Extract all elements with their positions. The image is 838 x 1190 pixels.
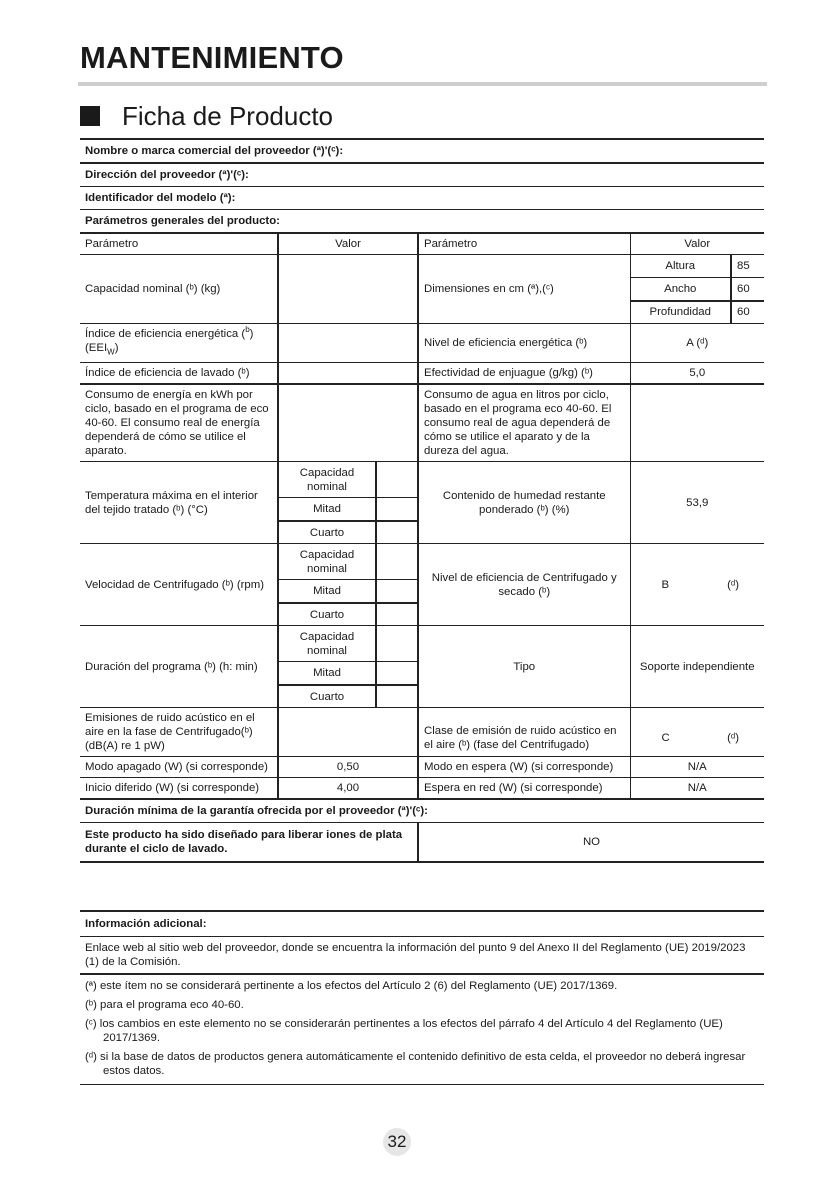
title-divider: [78, 82, 767, 86]
duration-value-half: [376, 662, 418, 685]
delay-start-value: 4,00: [278, 778, 418, 800]
general-params-row: Parámetros generales del producto:: [80, 210, 764, 234]
page-title: MANTENIMIENTO: [80, 40, 344, 75]
duration-value-nominal: [376, 626, 418, 662]
max-temp-load-half: Mitad: [278, 498, 376, 521]
product-fiche-table: [80, 138, 764, 863]
silver-ions-label: Este producto ha sido diseñado para liberar iones de plata durante el ciclo de lavado.: [80, 823, 418, 863]
energy-class-value: A (ᵈ): [630, 324, 764, 363]
noise-value: [278, 708, 418, 757]
dimensions-label: Dimensiones en cm (ª),(ᶜ): [418, 255, 630, 324]
square-bullet-icon: [80, 106, 100, 126]
wash-index-label: Índice de eficiencia de lavado (ᵇ): [80, 363, 278, 385]
model-id-row: Identificador del modelo (ª):: [80, 187, 764, 210]
silver-ions-value: NO: [418, 823, 764, 863]
additional-info-table: [80, 910, 764, 1085]
supplier-address-row: Dirección del proveedor (ª)'(ᶜ):: [80, 163, 764, 187]
supplier-name-row: Nombre o marca comercial del proveedor (ª)'(ᶜ):: [80, 139, 764, 163]
page-number: 32: [383, 1128, 411, 1156]
networked-standby-value: N/A: [630, 778, 764, 800]
spin-speed-value-nominal: [376, 544, 418, 580]
noise-class-letter: C: [661, 731, 670, 744]
moisture-value: 53,9: [630, 462, 764, 544]
water-consumption-value: [630, 384, 764, 462]
capacity-label: Capacidad nominal (ᵇ) (kg): [80, 255, 278, 324]
spin-speed-value-half: [376, 580, 418, 603]
header-parametro-right: Parámetro: [418, 233, 630, 255]
max-temp-load-nominal: Capacidad nominal: [278, 462, 376, 498]
additional-info-heading: Información adicional:: [80, 911, 764, 937]
supplier-web-link-text: Enlace web al sitio web del proveedor, donde se encuentra la información del punto 9 del Anexo II del Reglamento (UE) 2019/2023 (1) de la Comisión.: [80, 937, 764, 975]
section-title: Ficha de Producto: [122, 100, 334, 131]
footnote-b: (ᵇ) para el programa eco 40-60.: [85, 999, 244, 1011]
header-valor-right: Valor: [630, 233, 764, 255]
eei-label: Índice de eficiencia energética ($^b$) $(EEI_W)$: [80, 324, 278, 363]
standby-label: Modo en espera (W) (si corresponde): [418, 757, 630, 778]
noise-label: Emisiones de ruido acústico en el aire en la fase de Centrifugado(ᵇ) (dB(A) re 1 pW): [80, 708, 278, 757]
off-mode-value: 0,50: [278, 757, 418, 778]
energy-consumption-value: [278, 384, 418, 462]
energy-class-label: Nivel de eficiencia energética (ᵇ): [418, 324, 630, 363]
dimension-height-label: Altura: [630, 255, 731, 278]
header-parametro-left: Parámetro: [80, 233, 278, 255]
footnote-d: (ᵈ) si la base de datos de productos genera automáticamente el contenido definitivo de esta celda, el proveedor no deberá ingresar estos datos.: [85, 1051, 746, 1077]
max-temp-label: Temperatura máxima en el interior del tejido tratado (ᵇ) (°C): [80, 462, 278, 544]
max-temp-value-quarter: [376, 521, 418, 544]
spin-class-note: (ᵈ): [727, 578, 739, 591]
moisture-label: Contenido de humedad restante ponderado (ᵇ) (%): [418, 462, 630, 544]
networked-standby-label: Espera en red (W) (si corresponde): [418, 778, 630, 800]
max-temp-value-half: [376, 498, 418, 521]
max-temp-value-nominal: [376, 462, 418, 498]
type-value: Soporte independiente: [630, 626, 764, 708]
type-label: Tipo: [418, 626, 630, 708]
dimension-height-value: 85: [731, 255, 764, 278]
water-consumption-label: Consumo de agua en litros por ciclo, basado en el programa eco 40-60. El consumo real de agua dependerá de cómo se utilice el aparato y de la dureza del agua.: [418, 384, 630, 462]
footnote-a: (ª) este ítem no se considerará pertinente a los efectos del Artículo 2 (6) del Reglamento (UE) 2017/1369.: [85, 980, 618, 992]
footnote-c: (ᶜ) los cambios en este elemento no se considerarán pertinentes a los efectos del párrafo 4 del Artículo 4 del Reglamento (UE) 2017/1369.: [85, 1018, 723, 1044]
noise-class-value: [630, 708, 764, 757]
section-heading: [80, 99, 333, 133]
rinse-label: Efectividad de enjuague (g/kg) (ᵇ): [418, 363, 630, 385]
energy-consumption-label: Consumo de energía en kWh por ciclo, basado en el programa de eco 40-60. El consumo real de energía dependerá de cómo se utilice el aparato.: [80, 384, 278, 462]
dimension-depth-value: 60: [731, 301, 764, 324]
header-valor-left: Valor: [278, 233, 418, 255]
spin-class-value: [630, 544, 764, 626]
spin-speed-load-half: Mitad: [278, 580, 376, 603]
rinse-value: 5,0: [630, 363, 764, 385]
max-temp-load-quarter: Cuarto: [278, 521, 376, 544]
eei-value: [278, 324, 418, 363]
delay-start-label: Inicio diferido (W) (si corresponde): [80, 778, 278, 800]
capacity-value: [278, 255, 418, 324]
column-header-row: [80, 233, 764, 255]
duration-load-nominal: Capacidad nominal: [278, 626, 376, 662]
noise-class-note: (ᵈ): [727, 731, 739, 744]
spin-class-letter: B: [661, 578, 670, 591]
dimension-width-value: 60: [731, 278, 764, 301]
duration-label: Duración del programa (ᵇ) (h: min): [80, 626, 278, 708]
spin-speed-label: Velocidad de Centrifugado (ᵇ) (rpm): [80, 544, 278, 626]
spin-class-label: Nivel de eficiencia de Centrifugado y secado (ᵇ): [418, 544, 630, 626]
duration-load-half: Mitad: [278, 662, 376, 685]
standby-value: N/A: [630, 757, 764, 778]
spin-speed-load-nominal: Capacidad nominal: [278, 544, 376, 580]
footnotes: [80, 974, 764, 1085]
wash-index-value: [278, 363, 418, 385]
off-mode-label: Modo apagado (W) (si corresponde): [80, 757, 278, 778]
dimension-width-label: Ancho: [630, 278, 731, 301]
dimension-depth-label: Profundidad: [630, 301, 731, 324]
noise-class-label: Clase de emisión de ruido acústico en el aire (ᵇ) (fase del Centrifugado): [418, 708, 630, 757]
warranty-row: Duración mínima de la garantía ofrecida por el proveedor (ª)'(ᶜ):: [80, 799, 764, 823]
spin-speed-value-quarter: [376, 603, 418, 626]
duration-value-quarter: [376, 685, 418, 708]
duration-load-quarter: Cuarto: [278, 685, 376, 708]
spin-speed-load-quarter: Cuarto: [278, 603, 376, 626]
